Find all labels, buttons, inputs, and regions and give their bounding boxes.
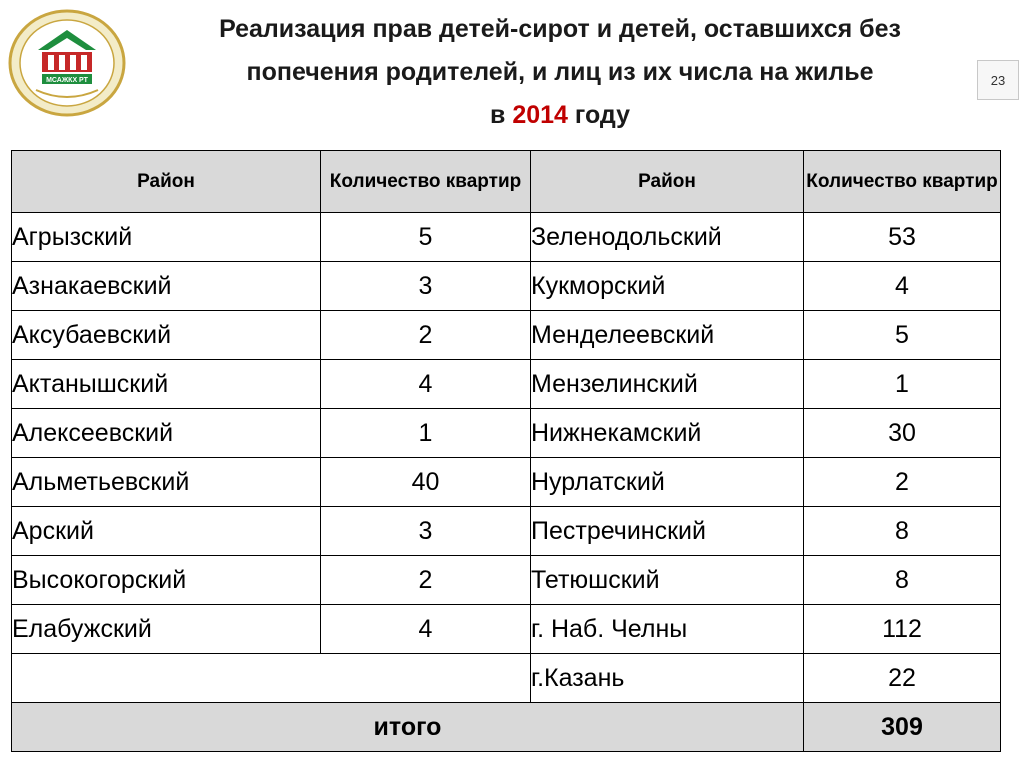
table-body bbox=[12, 213, 1001, 752]
title-year: 2014 bbox=[512, 101, 568, 129]
apartment-count: 30 bbox=[804, 409, 1001, 458]
district-name: Зеленодольский bbox=[531, 213, 804, 262]
apartment-count: 1 bbox=[321, 409, 531, 458]
total-value: 309 bbox=[804, 703, 1001, 752]
district-name: Пестречинский bbox=[531, 507, 804, 556]
title-line-1: Реализация прав детей-сирот и детей, оставшихся без bbox=[219, 15, 901, 43]
table-header-row bbox=[12, 151, 1001, 213]
page-title bbox=[150, 8, 970, 137]
housing-table bbox=[11, 150, 1001, 752]
apartment-count: 3 bbox=[321, 507, 531, 556]
apartment-count: 40 bbox=[321, 458, 531, 507]
table-row bbox=[12, 605, 1001, 654]
table-row bbox=[12, 262, 1001, 311]
apartment-count: 53 bbox=[804, 213, 1001, 262]
apartment-count: 2 bbox=[804, 458, 1001, 507]
apartment-count: 3 bbox=[321, 262, 531, 311]
page-number: 23 bbox=[977, 60, 1019, 100]
title-suffix: году bbox=[574, 101, 630, 129]
district-name: Нижнекамский bbox=[531, 409, 804, 458]
apartment-count: 2 bbox=[321, 556, 531, 605]
title-prefix: в bbox=[489, 101, 506, 129]
district-name: Альметьевский bbox=[12, 458, 321, 507]
table-row bbox=[12, 311, 1001, 360]
total-label: итого bbox=[12, 703, 804, 752]
district-name: Высокогорский bbox=[12, 556, 321, 605]
header-count-left: Количество квартир bbox=[321, 151, 531, 213]
apartment-count: 8 bbox=[804, 507, 1001, 556]
district-name: Алексеевский bbox=[12, 409, 321, 458]
apartment-count: 4 bbox=[804, 262, 1001, 311]
apartment-count: 2 bbox=[321, 311, 531, 360]
table-row bbox=[12, 654, 1001, 703]
district-name: г. Наб. Челны bbox=[531, 605, 804, 654]
district-name: Елабужский bbox=[12, 605, 321, 654]
table-row bbox=[12, 458, 1001, 507]
title-line-2: попечения родителей, и лиц из их числа на жилье bbox=[246, 58, 874, 86]
header-count-right: Количество квартир bbox=[804, 151, 1001, 213]
district-name: Азнакаевский bbox=[12, 262, 321, 311]
district-name: Тетюшский bbox=[531, 556, 804, 605]
apartment-count: 112 bbox=[804, 605, 1001, 654]
apartment-count: 4 bbox=[321, 360, 531, 409]
ministry-logo bbox=[6, 8, 128, 118]
table-row bbox=[12, 507, 1001, 556]
apartment-count: 8 bbox=[804, 556, 1001, 605]
empty-cell bbox=[12, 654, 531, 703]
table-row bbox=[12, 409, 1001, 458]
title-line-3 bbox=[150, 94, 970, 137]
table-row bbox=[12, 360, 1001, 409]
apartment-count: 22 bbox=[804, 654, 1001, 703]
apartment-count: 5 bbox=[321, 213, 531, 262]
district-name: Агрызский bbox=[12, 213, 321, 262]
apartment-count: 4 bbox=[321, 605, 531, 654]
header-district-right: Район bbox=[531, 151, 804, 213]
table-row bbox=[12, 556, 1001, 605]
apartment-count: 5 bbox=[804, 311, 1001, 360]
district-name: Аксубаевский bbox=[12, 311, 321, 360]
district-name: Актанышский bbox=[12, 360, 321, 409]
district-name: г.Казань bbox=[531, 654, 804, 703]
district-name: Мензелинский bbox=[531, 360, 804, 409]
table-row bbox=[12, 213, 1001, 262]
district-name: Арский bbox=[12, 507, 321, 556]
header-district-left: Район bbox=[12, 151, 321, 213]
apartment-count: 1 bbox=[804, 360, 1001, 409]
total-row bbox=[12, 703, 1001, 752]
district-name: Нурлатский bbox=[531, 458, 804, 507]
district-name: Менделеевский bbox=[531, 311, 804, 360]
logo-text: МСАЖКХ РТ bbox=[46, 77, 88, 84]
district-name: Кукморский bbox=[531, 262, 804, 311]
